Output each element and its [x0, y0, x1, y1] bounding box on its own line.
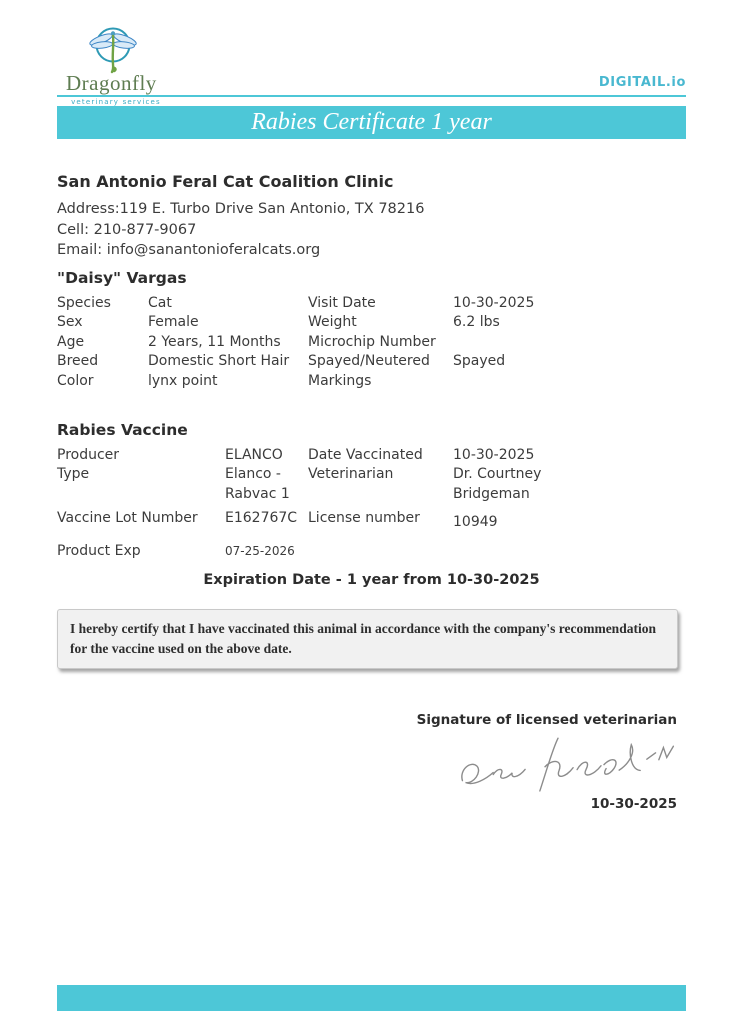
- field-value: Dr. Courtney Bridgeman: [453, 466, 542, 502]
- field-label: Type: [57, 466, 90, 483]
- clinic-info: [57, 172, 424, 261]
- vaccine-fields-table: [57, 446, 686, 561]
- field-label: Breed: [57, 353, 99, 370]
- clinic-logo: [66, 26, 166, 106]
- field-label: Species: [57, 295, 111, 311]
- patient-section: [57, 269, 686, 391]
- field-label: Vaccine Lot Number: [57, 510, 198, 527]
- signature-date: 10-30-2025: [590, 796, 677, 812]
- signature-image: [447, 729, 684, 803]
- field-value: Female: [148, 314, 199, 331]
- field-label: License number: [308, 510, 420, 527]
- field-value: Spayed: [453, 353, 506, 370]
- header-divider: [57, 95, 686, 97]
- field-label: Markings: [308, 372, 372, 389]
- field-label: Date Vaccinated: [308, 447, 423, 463]
- clinic-email: Email: info@sanantonioferalcats.org: [57, 242, 321, 258]
- logo-wordmark: Dragonfly: [66, 71, 157, 95]
- expiration-date-line: Expiration Date - 1 year from 10-30-2025: [203, 572, 540, 588]
- digitail-logo: DIGITAIL.io: [598, 75, 686, 90]
- field-value: Cat: [148, 295, 172, 311]
- patient-name: "Daisy" Vargas: [57, 269, 187, 287]
- field-label: Producer: [57, 447, 120, 463]
- field-label: Microchip Number: [308, 333, 436, 350]
- field-empty: [308, 542, 453, 561]
- field-value: 10-30-2025: [453, 447, 535, 463]
- patient-fields-table: [57, 294, 686, 391]
- signature-label: Signature of licensed veterinarian: [416, 712, 677, 728]
- certification-statement: I hereby certify that I have vaccinated this animal in accordance with the company's recommendation for the vaccine used on the above date.: [57, 609, 678, 669]
- field-empty: [453, 542, 573, 561]
- field-value: 10949: [453, 514, 498, 531]
- logo-tagline: veterinary services: [66, 96, 166, 106]
- footer-accent-bar: [57, 985, 686, 1011]
- clinic-address: Address:119 E. Turbo Drive San Antonio, TX 78216: [57, 201, 425, 217]
- dragonfly-icon: [84, 26, 142, 74]
- field-value: 6.2 lbs: [453, 314, 500, 331]
- field-label: Spayed/Neutered: [308, 353, 430, 370]
- field-value: [453, 372, 686, 391]
- field-label: Sex: [57, 314, 83, 331]
- field-value: Elanco - Rabvac 1: [225, 466, 290, 502]
- field-label: Color: [57, 372, 94, 389]
- field-label: Weight: [308, 314, 357, 331]
- field-label: Age: [57, 333, 85, 350]
- field-label: Veterinarian: [308, 466, 394, 483]
- field-value: 10-30-2025: [453, 295, 535, 311]
- certificate-title: Rabies Certificate 1 year: [251, 109, 492, 135]
- field-label: Visit Date: [308, 295, 376, 311]
- field-value: E162767C: [225, 510, 298, 527]
- field-value: lynx point: [148, 372, 218, 389]
- field-value: 07-25-2026: [225, 543, 295, 558]
- field-value: ELANCO: [225, 447, 283, 463]
- field-value: [453, 333, 686, 352]
- vaccine-section-title: Rabies Vaccine: [57, 421, 188, 439]
- clinic-cell: Cell: 210-877-9067: [57, 221, 197, 238]
- field-value: Domestic Short Hair: [148, 353, 290, 370]
- title-banner: [57, 106, 686, 139]
- field-label: Product Exp: [57, 542, 141, 559]
- clinic-name: San Antonio Feral Cat Coalition Clinic: [57, 172, 394, 191]
- vaccine-section: [57, 421, 686, 561]
- field-value: 2 Years, 11 Months: [148, 333, 281, 350]
